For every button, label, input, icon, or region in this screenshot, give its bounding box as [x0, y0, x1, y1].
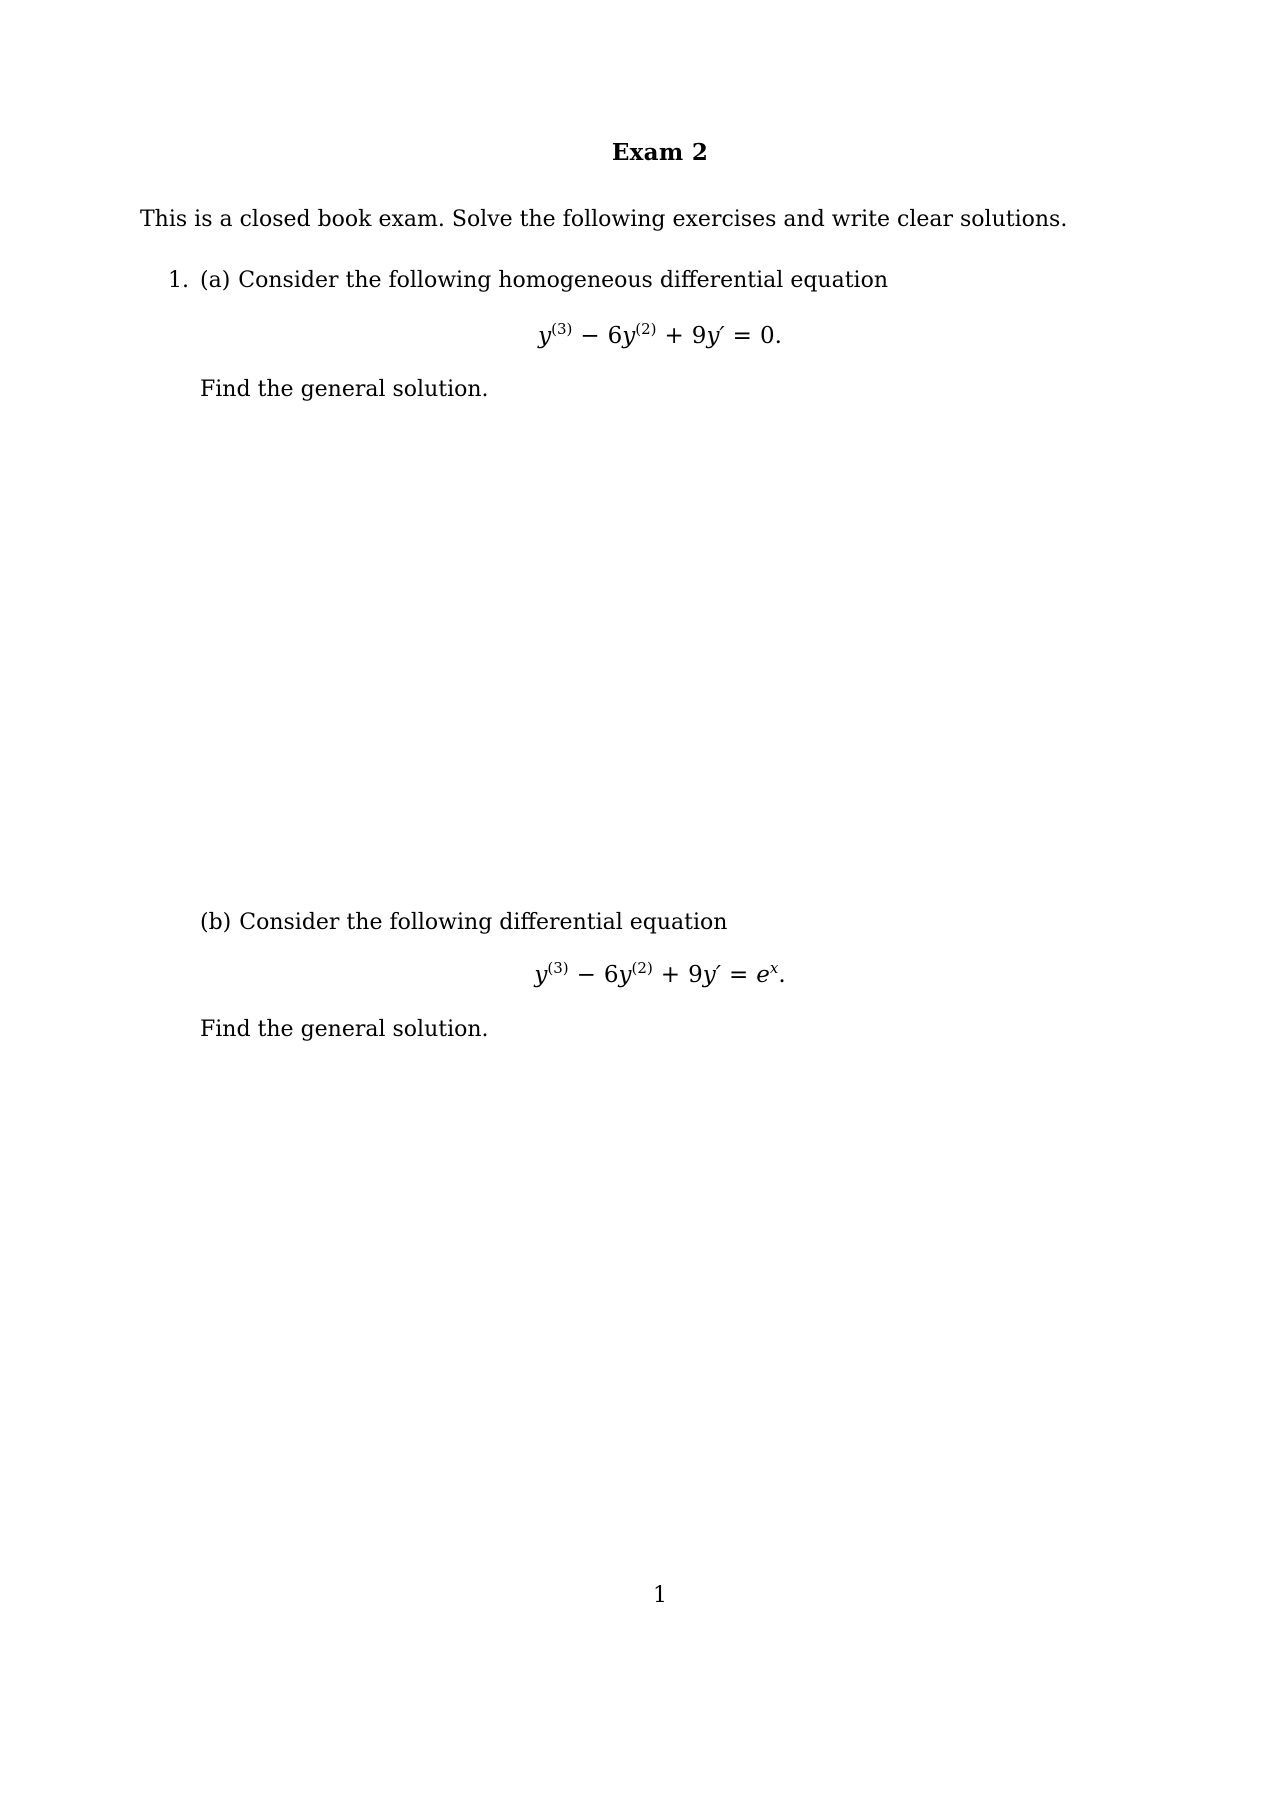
eq-b-term3-coef: 9: [688, 962, 703, 988]
eq-b-rhs-sup: x: [769, 959, 779, 977]
part-b-label: (b): [200, 910, 232, 935]
exam-instructions: This is a closed book exam. Solve the following exercises and write clear solutions.: [140, 207, 1068, 232]
eq-b-equals: =: [728, 962, 749, 988]
eq-b-op1: −: [576, 962, 596, 988]
eq-a-term2-sup: (2): [635, 320, 657, 338]
eq-a-rhs: 0: [759, 323, 775, 349]
eq-a-term2: y: [622, 323, 636, 349]
eq-a-end: .: [774, 323, 782, 349]
eq-a-equals: =: [732, 323, 752, 349]
part-a-task: Find the general solution.: [200, 377, 489, 402]
part-a-prompt: Consider the following homogeneous differential equation: [238, 268, 889, 293]
eq-b-term2: y: [618, 962, 632, 988]
page-number: 1: [653, 1583, 667, 1608]
part-a-label: (a): [200, 268, 231, 293]
eq-b-term1: y: [534, 962, 548, 988]
eq-b-term2-coef: 6: [603, 962, 619, 988]
eq-a-term1-sup: (3): [551, 320, 573, 338]
eq-b-term1-sup: (3): [547, 959, 569, 977]
eq-a-term3: y′: [706, 323, 725, 349]
eq-b-op2: +: [660, 962, 681, 988]
part-a-prompt-line: [200, 268, 888, 293]
eq-a-term2-coef: 6: [607, 323, 623, 349]
part-a-equation: [0, 320, 1280, 349]
eq-a-term1: y: [538, 323, 552, 349]
eq-a-term3-coef: 9: [691, 323, 707, 349]
part-b-equation: [0, 959, 1280, 988]
eq-b-term3: y′: [702, 962, 721, 988]
eq-a-op1: −: [580, 323, 600, 349]
part-b-task: Find the general solution.: [200, 1017, 489, 1042]
part-b-prompt-line: [200, 910, 727, 935]
eq-b-rhs: e: [756, 962, 770, 988]
eq-b-end: .: [778, 962, 786, 988]
question-number: 1.: [168, 268, 189, 293]
part-b-prompt: Consider the following differential equation: [239, 910, 728, 935]
page-title: Exam 2: [611, 139, 709, 166]
eq-a-op2: +: [664, 323, 684, 349]
eq-b-term2-sup: (2): [631, 959, 653, 977]
